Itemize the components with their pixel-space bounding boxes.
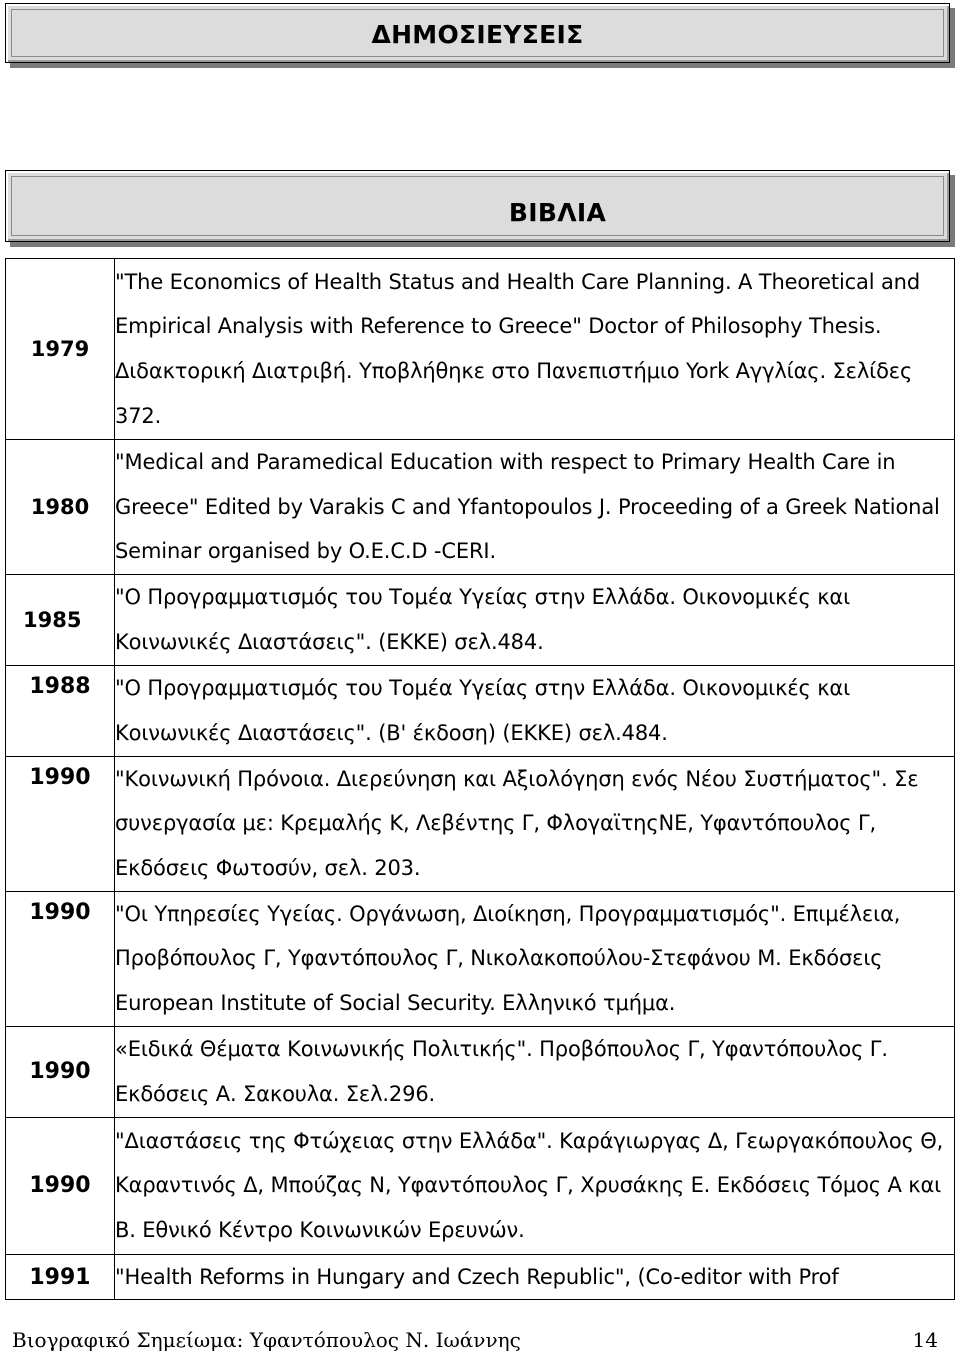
table-row [6, 259, 955, 440]
publication-description: «Ειδικά Θέματα Κοινωνικής Πολιτικής". Προβόπουλος Γ, Υφαντόπουλος Γ. Εκδόσεις Α. Σακουλα. Σελ.296. [115, 1026, 955, 1117]
publication-year: 1990 [6, 891, 115, 1026]
publication-year: 1990 [6, 756, 115, 891]
section-title: ΒΙΒΛΙΑ [508, 197, 607, 227]
publication-description: "Medical and Paramedical Education with respect to Primary Health Care in Greece" Edited by Varakis C and Yfantopoulos J. Proceeding of a Greek National Seminar organised by O.E.C.D -CERI. [115, 440, 955, 575]
table-row [6, 891, 955, 1026]
publication-description: "Διαστάσεις της Φτώχειας στην Ελλάδα". Καράγιωργας Δ, Γεωργακόπουλος Θ, Καραντινός Δ, Μπούζας Ν, Υφαντόπουλος Γ, Χρυσάκης Ε. Εκδόσεις Τόμος Α και Β. Εθνικό Κέντρο Κοινωνικών Ερευνών. [115, 1117, 955, 1254]
page-number: 14 [912, 1328, 938, 1352]
table-row [6, 575, 955, 666]
publications-table [5, 258, 955, 1300]
publication-description: "Ο Προγραμματισμός του Τομέα Υγείας στην Ελλάδα. Οικονομικές και Κοινωνικές Διαστάσεις". (ΕΚΚΕ) σελ.484. [115, 575, 955, 666]
publication-year: 1991 [6, 1254, 115, 1300]
table-row [6, 1117, 955, 1254]
table-row [6, 1026, 955, 1117]
main-heading-banner [5, 3, 950, 63]
publication-year: 1988 [6, 666, 115, 756]
publication-year: 1990 [6, 1117, 115, 1254]
page-title: ΔΗΜΟΣΙΕΥΣΕΙΣ [371, 19, 584, 49]
table-row [6, 756, 955, 891]
publication-year: 1980 [6, 440, 115, 575]
page-footer [12, 1328, 938, 1352]
section-heading-banner [5, 170, 950, 242]
table-row [6, 440, 955, 575]
table-row [6, 1254, 955, 1300]
publication-year: 1985 [6, 575, 115, 666]
publication-description: "Ο Προγραμματισμός του Τομέα Υγείας στην Ελλάδα. Οικονομικές και Κοινωνικές Διαστάσεις". (Β' έκδοση) (ΕΚΚΕ) σελ.484. [115, 666, 955, 756]
banner-inner-border [11, 176, 944, 236]
publication-description: "The Economics of Health Status and Health Care Planning. A Theoretical and Empirical Analysis with Reference to Greece" Doctor of Philosophy Thesis. Διδακτορική Διατριβή. Υποβλήθηκε στο Πανεπιστήμιο York Αγγλίας. Σελίδες 372. [115, 259, 955, 440]
publication-description: "Κοινωνική Πρόνοια. Διερεύνηση και Αξιολόγηση ενός Νέου Συστήματος". Σε συνεργασία με: Κρεμαλής Κ, Λεβέντης Γ, ΦλογαϊτηςΝΕ, Υφαντόπουλος Γ, Εκδόσεις Φωτοσύν, σελ. 203. [115, 756, 955, 891]
publication-description: "Οι Υπηρεσίες Υγείας. Οργάνωση, Διοίκηση, Προγραμματισμός". Επιμέλεια, Προβόπουλος Γ, Υφαντόπουλος Γ, Νικολακοπούλου-Στεφάνου Μ. Εκδόσεις European Institute of Social Security. Ελληνικό τμήμα. [115, 891, 955, 1026]
footer-author: Βιογραφικό Σημείωμα: Υφαντόπουλος Ν. Ιωάννης [12, 1328, 521, 1352]
publication-year: 1990 [6, 1026, 115, 1117]
table-row [6, 666, 955, 756]
publication-description: "Health Reforms in Hungary and Czech Republic", (Co-editor with Prof [115, 1254, 955, 1300]
publication-year: 1979 [6, 259, 115, 440]
